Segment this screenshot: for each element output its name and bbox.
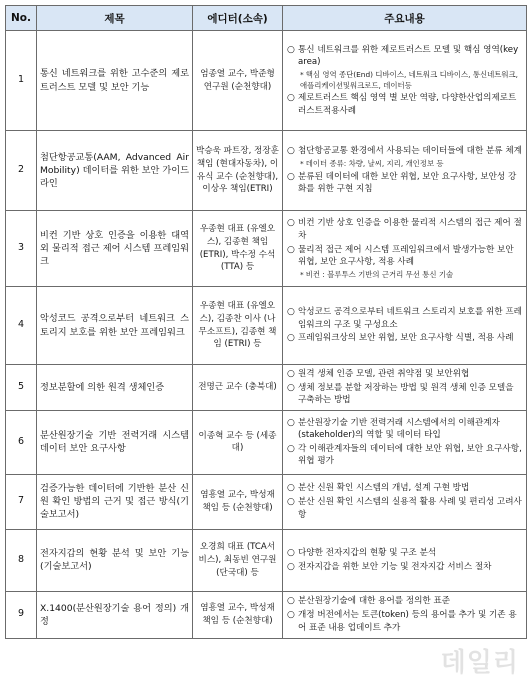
row-editor: 염흥열 교수, 박성재 책임 등 (순천향대) <box>193 591 283 638</box>
header-no: No. <box>6 6 37 31</box>
bullet-item <box>287 92 523 117</box>
bullet-item <box>287 595 523 608</box>
bullet-item <box>287 171 523 196</box>
bullet-circle-icon: ○ <box>287 609 295 620</box>
table-row <box>6 131 527 211</box>
table-row <box>6 31 527 131</box>
row-editor: 우종현 대표 (유엘오스), 김종현 책임 (ETRI), 박수정 수석(TTA) 등 <box>193 211 283 287</box>
row-content <box>283 31 527 131</box>
footnote <box>287 70 523 92</box>
row-title: 검증가능한 데이터에 기반한 분산 신원 확인 방법의 근거 및 접근 방식(기술보고서) <box>37 474 193 529</box>
bullet-circle-icon: ○ <box>287 244 295 255</box>
bullet-circle-icon: ○ <box>287 443 295 454</box>
standards-table <box>5 5 527 639</box>
bullet-text: 다양한 전자지갑의 현황 및 구조 분석 <box>298 548 437 559</box>
bullet-text: 분산 신원 확인 시스템의 실용적 활용 사례 및 편리성 고려사항 <box>298 496 522 520</box>
table-row <box>6 287 527 365</box>
table-row <box>6 410 527 474</box>
bullet-circle-icon: ○ <box>287 417 295 428</box>
bullet-circle-icon: ○ <box>287 44 295 55</box>
row-content <box>283 287 527 365</box>
bullet-text: 제로트러스트 핵심 영역 별 보안 역량, 다양한산업의제로트러스트적용사례 <box>298 93 517 116</box>
bullet-circle-icon: ○ <box>287 93 295 104</box>
row-content <box>283 365 527 411</box>
row-editor: 이종혁 교수 등 (세종대) <box>193 410 283 474</box>
bullet-text: 분산 신원 확인 시스템의 개념, 설계 구현 방법 <box>298 483 470 494</box>
bullet-circle-icon: ○ <box>287 218 295 229</box>
bullet-text: 비컨 기반 상호 인증을 이용한 물리적 시스템의 접근 제어 절차 <box>298 218 522 241</box>
bullet-item <box>287 496 523 521</box>
row-number: 3 <box>6 211 37 287</box>
bullet-item <box>287 609 523 634</box>
bullet-item <box>287 332 523 345</box>
row-content <box>283 131 527 211</box>
row-editor: 염흥열 교수, 박성재 책임 등 (순천향대) <box>193 474 283 529</box>
row-editor: 박승욱 파트장, 정장훈 책임 (현대자동차), 이유식 교수 (순천향대), 이상우 책임(ETRI) <box>193 131 283 211</box>
header-editor: 에디터(소속) <box>193 6 283 31</box>
bullet-circle-icon: ○ <box>287 382 295 393</box>
row-title: 악성코드 공격으로부터 네트워크 스토리지 보호를 위한 보안 프레임워크 <box>37 287 193 365</box>
row-editor: 오경희 대표 (TCA서비스), 최동빈 연구원 (단국대) 등 <box>193 529 283 591</box>
bullet-circle-icon: ○ <box>287 146 295 157</box>
bullet-circle-icon: ○ <box>287 496 295 507</box>
row-number: 4 <box>6 287 37 365</box>
bullet-item <box>287 561 523 574</box>
header-content: 주요내용 <box>283 6 527 31</box>
bullet-text: 분류된 데이터에 대한 보안 위협, 보안 요구사항, 보안성 강화를 위한 구현 지침 <box>298 171 517 195</box>
bullet-text: 분산원장기술에 대한 용어를 정의한 표준 <box>298 596 451 607</box>
bullet-item <box>287 244 523 269</box>
row-content <box>283 211 527 287</box>
bullet-item <box>287 482 523 495</box>
row-editor: 엄종열 교수, 박준형 연구원 (순천향대) <box>193 31 283 131</box>
table-body <box>6 31 527 639</box>
footnote-text: 데이터 종류: 차량, 날씨, 지리, 개인정보 등 <box>305 158 444 168</box>
row-number: 1 <box>6 31 37 131</box>
row-editor: 우종현 대표 (유엘오스), 김종찬 이사 (나무소프트), 김종현 책임 (ETRI) 등 <box>193 287 283 365</box>
row-number: 2 <box>6 131 37 211</box>
table-row <box>6 529 527 591</box>
bullet-text: 프레임워크상의 보안 위협, 보안 요구사항 식별, 적용 사례 <box>298 333 514 344</box>
asterisk-icon: * <box>300 69 304 79</box>
row-title: 첨단항공교통(AAM, Advanced Air Mobility) 데이터를 위한 보안 가이드라인 <box>37 131 193 211</box>
bullet-item <box>287 368 523 381</box>
row-content <box>283 529 527 591</box>
table-header-row <box>6 6 527 31</box>
table-row <box>6 591 527 638</box>
row-title: 정보분할에 의한 원격 생체인증 <box>37 365 193 411</box>
bullet-item <box>287 217 523 242</box>
watermark: 데일리 <box>440 648 519 678</box>
footnote <box>287 159 523 170</box>
bullet-circle-icon: ○ <box>287 171 295 182</box>
row-title: 비컨 기반 상호 인증을 이용한 대역 외 물리적 접근 제어 시스템 프레임워크 <box>37 211 193 287</box>
row-number: 7 <box>6 474 37 529</box>
table-row <box>6 365 527 411</box>
row-content <box>283 591 527 638</box>
footnote-text: 비컨 : 블루투스 기반의 근거리 무선 통신 기술 <box>305 269 454 279</box>
bullet-item <box>287 547 523 560</box>
bullet-text: 통신 네트워크를 위한 제로트러스트 모델 및 핵심 영역(key area) <box>298 44 519 68</box>
row-title: 전자지갑의 현황 분석 및 보안 기능(기술보고서) <box>37 529 193 591</box>
bullet-item <box>287 44 523 69</box>
bullet-circle-icon: ○ <box>287 333 295 344</box>
row-number: 9 <box>6 591 37 638</box>
bullet-item <box>287 443 523 468</box>
header-title: 제목 <box>37 6 193 31</box>
asterisk-icon: * <box>300 269 304 279</box>
bullet-item <box>287 145 523 158</box>
table-row <box>6 211 527 287</box>
bullet-text: 물리적 접근 제어 시스템 프레임워크에서 발생가능한 보안 위협, 보안 요구사항, 적용 사례 <box>298 244 514 268</box>
bullet-circle-icon: ○ <box>287 561 295 572</box>
bullet-text: 개정 버전에서는 토큰(token) 등의 용어를 추가 및 기존 용어 표준 내용 업데이트 추가 <box>298 609 517 633</box>
row-title: 통신 네트워크를 위한 고수준의 제로트러스트 모델 및 보안 기능 <box>37 31 193 131</box>
footnote <box>287 270 523 281</box>
row-number: 8 <box>6 529 37 591</box>
bullet-text: 각 이해관계자들의 데이터에 대한 보안 위협, 보안 요구사항, 위협 평가 <box>298 443 522 467</box>
row-title: X.1400(분산원장기술 용어 정의) 개정 <box>37 591 193 638</box>
bullet-text: 생체 정보를 분할 저장하는 방법 및 원격 생체 인증 모델을 구축하는 방법 <box>298 382 514 406</box>
footnote-text: 핵심 영역 종단(End) 디바이스, 네트워크 디바이스, 통신네트워크, 애플리케이션및워크로드, 데이터등 <box>300 69 519 90</box>
bullet-text: 첨단항공교통 환경에서 사용되는 데이터들에 대한 분류 체계 <box>298 146 522 157</box>
row-content <box>283 410 527 474</box>
bullet-item <box>287 417 523 442</box>
bullet-item <box>287 382 523 407</box>
bullet-text: 전자지갑을 위한 보안 기능 및 전자지갑 서비스 절차 <box>298 561 492 572</box>
bullet-circle-icon: ○ <box>287 307 295 318</box>
row-number: 5 <box>6 365 37 411</box>
asterisk-icon: * <box>300 158 304 168</box>
row-editor: 전명근 교수 (충북대) <box>193 365 283 411</box>
bullet-text: 분산원장기술 기반 전력거래 시스템에서의 이해관계자(stakeholder)의 역할 및 데이터 타입 <box>298 417 500 441</box>
bullet-item <box>287 306 523 331</box>
bullet-circle-icon: ○ <box>287 596 295 607</box>
row-content <box>283 474 527 529</box>
bullet-circle-icon: ○ <box>287 369 295 379</box>
bullet-text: 원격 생체 인증 모델, 관련 취약점 및 보안위협 <box>298 369 470 379</box>
bullet-text: 악성코드 공격으로부터 네트워크 스토리지 보호를 위한 프레임워크의 구조 및 구성요소 <box>298 307 522 330</box>
bullet-circle-icon: ○ <box>287 483 295 494</box>
row-title: 분산원장기술 기반 전력거래 시스템 데이터 보안 요구사항 <box>37 410 193 474</box>
row-number: 6 <box>6 410 37 474</box>
table-row <box>6 474 527 529</box>
bullet-circle-icon: ○ <box>287 548 295 559</box>
